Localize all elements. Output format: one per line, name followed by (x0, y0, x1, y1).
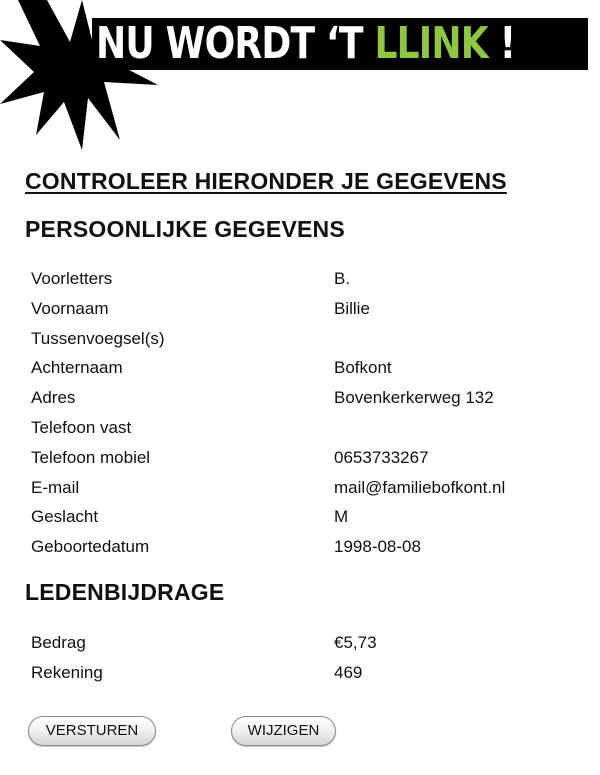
detail-value: Billie (334, 298, 370, 318)
detail-row-last-name (31, 353, 591, 383)
detail-label: Geboortedatum (31, 537, 150, 557)
personal-section-title: PERSOONLIJKE GEGEVENS (25, 216, 345, 242)
banner-logo (0, 0, 600, 150)
detail-row-first-name (31, 294, 591, 324)
fee-label: Rekening (31, 662, 103, 682)
detail-value: 1998-08-08 (334, 537, 421, 557)
detail-row-initials (31, 264, 591, 294)
detail-label: Tussenvoegsel(s) (31, 328, 165, 348)
fee-value: 469 (334, 662, 363, 682)
detail-row-gender (31, 502, 591, 532)
edit-button[interactable]: WIJZIGEN (231, 716, 336, 746)
detail-row-mobile (31, 443, 591, 473)
detail-row-birthdate (31, 532, 591, 562)
detail-row-email (31, 473, 591, 503)
detail-label: Voorletters (31, 269, 113, 288)
detail-value: Bovenkerkerweg 132 (334, 388, 494, 408)
banner-title-green: LLINK (374, 18, 488, 69)
fee-section-title: LEDENBIJDRAGE (25, 579, 225, 605)
detail-label: Telefoon vast (31, 417, 132, 437)
detail-value: mail@familiebofkont.nl (334, 477, 506, 497)
fee-row-amount (31, 628, 591, 658)
fee-row-account (31, 658, 591, 688)
detail-label: Telefoon mobiel (31, 447, 151, 467)
detail-label: E-mail (31, 477, 80, 497)
detail-row-address (31, 383, 591, 413)
detail-label: Voornaam (31, 298, 109, 318)
banner-title (96, 14, 515, 74)
detail-label: Adres (31, 388, 76, 408)
banner-title-end: ! (487, 18, 516, 69)
detail-label: Achternaam (31, 358, 123, 378)
fee-details-list (31, 628, 591, 688)
banner-title-white: NU WORDT ‘T (96, 18, 375, 69)
detail-value: M (334, 507, 349, 527)
fee-label: Bedrag (31, 633, 86, 652)
detail-label: Geslacht (31, 507, 99, 527)
personal-details-list (31, 264, 591, 562)
detail-row-landline (31, 413, 591, 443)
submit-button[interactable]: VERSTUREN (28, 716, 156, 746)
page-heading: CONTROLEER HIERONDER JE GEGEVENS (25, 168, 507, 194)
detail-value: B. (334, 269, 351, 288)
detail-value: 0653733267 (334, 447, 429, 467)
detail-row-infix (31, 324, 591, 354)
detail-value: Bofkont (334, 358, 392, 378)
fee-value: €5,73 (334, 633, 377, 652)
